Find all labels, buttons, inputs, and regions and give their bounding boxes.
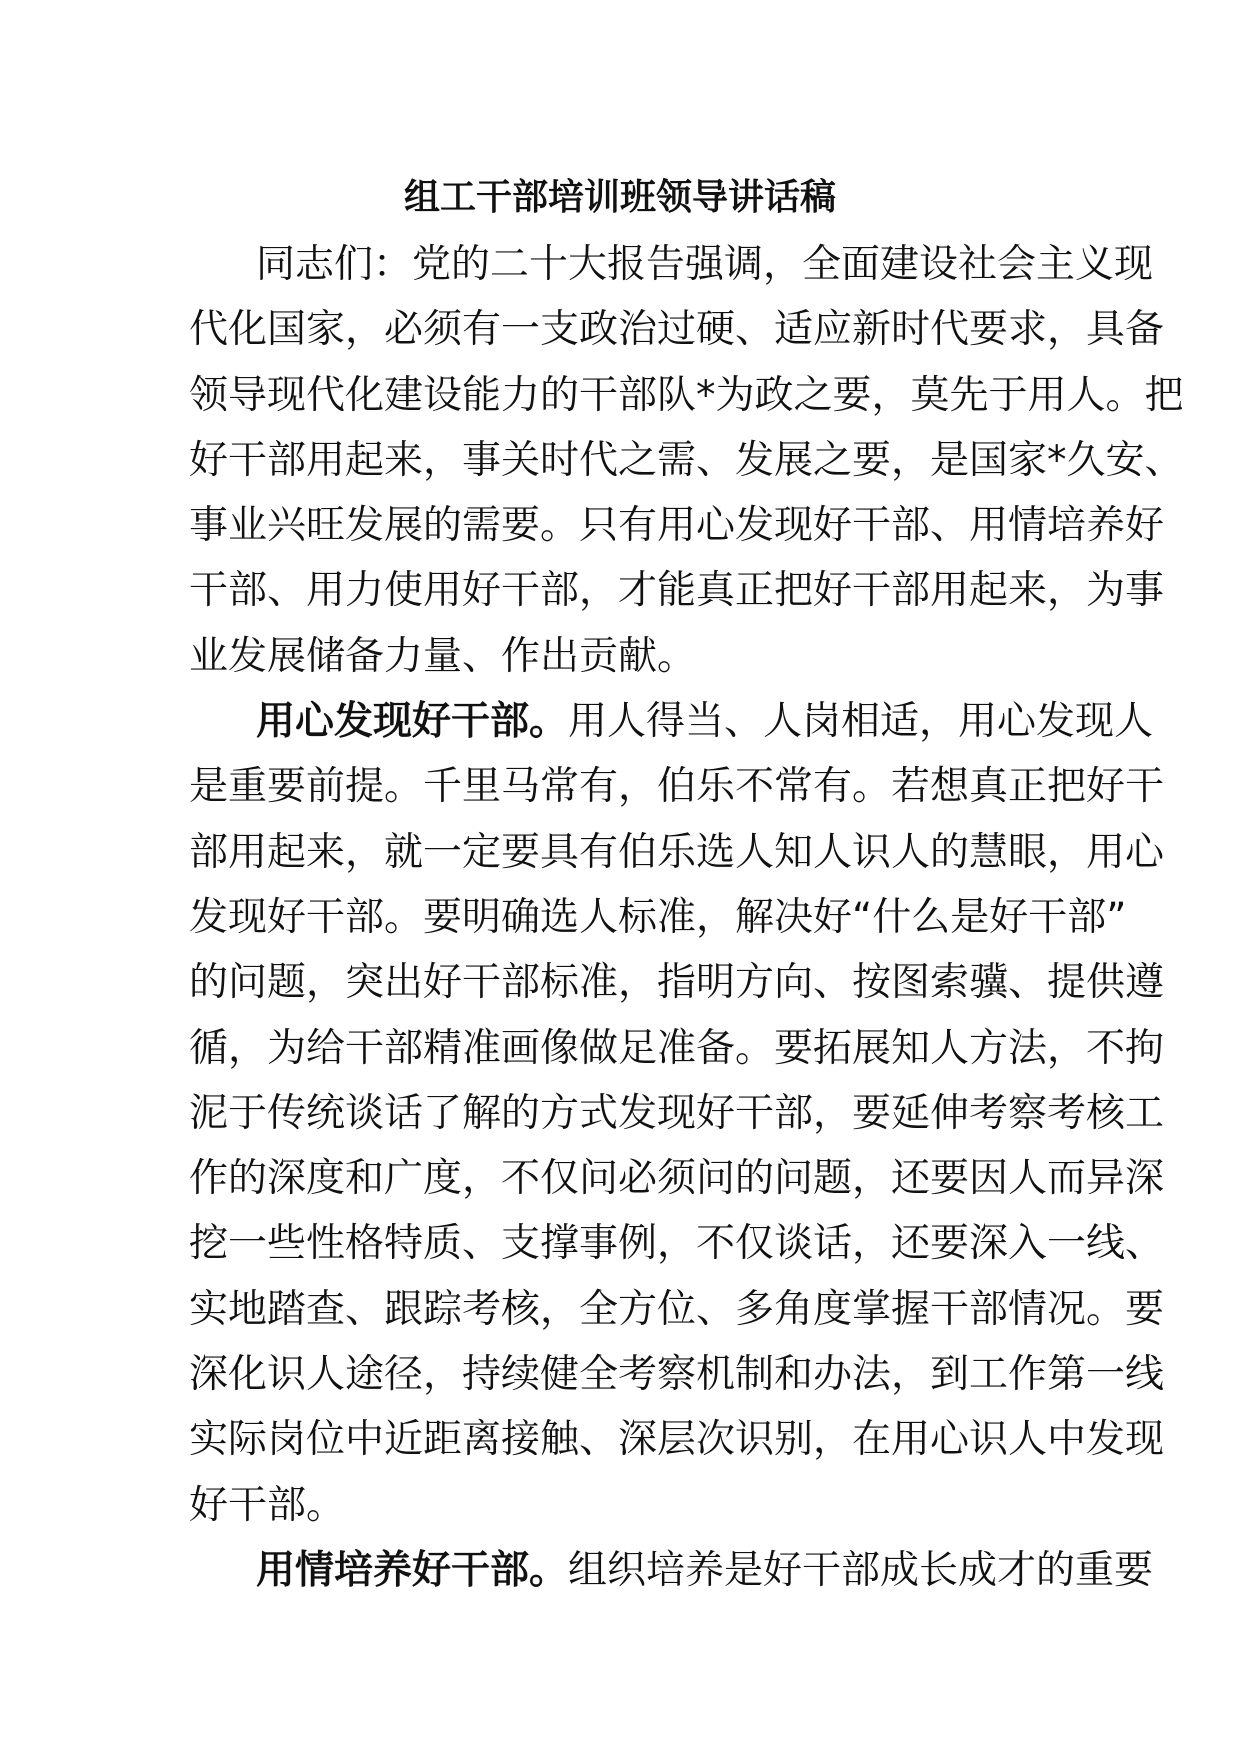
paragraph-discover-cadres (189, 689, 1165, 1538)
text-line: 循，为给干部精准画像做足准备。要拓展知人方法，不拘 (189, 1025, 1165, 1071)
text-line: 实地踏查、跟踪考核，全方位、多角度掌握干部情况。要 (189, 1286, 1165, 1332)
text-line: 同志们：党的二十大报告强调，全面建设社会主义现 (256, 242, 1154, 287)
text-line: 泥于传统谈话了解的方式发现好干部，要延伸考察考核工 (189, 1090, 1165, 1136)
text-line: 业发展储备力量、作出贡献。 (189, 633, 697, 679)
text-line: 挖一些性格特质、支撑事例，不仅谈话，还要深入一线、 (189, 1221, 1165, 1267)
line-text: 用人得当、人岗相适，用心发现人 (568, 699, 1154, 745)
text-line: 的问题，突出好干部标准，指明方向、按图索骥、提供遵 (189, 960, 1165, 1006)
text-line: 好干部用起来，事关时代之需、发展之要，是国家*久安、 (189, 437, 1184, 483)
text-line: 事业兴旺发展的需要。只有用心发现好干部、用情培养好 (189, 503, 1165, 549)
text-line: 代化国家，必须有一支政治过硬、适应新时代要求，具备 (189, 307, 1165, 353)
text-line (189, 689, 1154, 754)
text-line (189, 1538, 1154, 1603)
paragraph-heading: 用情培养好干部。 (256, 1547, 569, 1593)
line-text: 组织培养是好干部成长成才的重要 (568, 1547, 1154, 1593)
text-line: 领导现代化建设能力的干部队*为政之要，莫先于用人。把 (189, 372, 1184, 418)
document-title: 组工干部培训班领导讲话稿 (403, 177, 836, 218)
document-body (189, 232, 1184, 1603)
paragraph-cultivate-cadres (189, 1538, 1154, 1603)
text-line: 深化识人途径，持续健全考察机制和办法，到工作第一线 (189, 1352, 1165, 1398)
text-line: 部用起来，就一定要具有伯乐选人知人识人的慧眼，用心 (189, 829, 1165, 875)
text-line: 作的深度和广度，不仅问必须问的问题，还要因人而异深 (189, 1156, 1165, 1202)
text-line: 发现好干部。要明确选人标准，解决好“什么是好干部” (189, 894, 1127, 940)
paragraph-intro (189, 232, 1184, 689)
paragraph-heading: 用心发现好干部。 (256, 699, 569, 745)
text-line: 是重要前提。千里马常有，伯乐不常有。若想真正把好干 (189, 764, 1165, 810)
text-line: 好干部。 (189, 1482, 346, 1528)
text-line: 实际岗位中近距离接触、深层次识别，在用心识人中发现 (189, 1417, 1165, 1463)
text-line: 干部、用力使用好干部，才能真正把好干部用起来，为事 (189, 568, 1165, 614)
